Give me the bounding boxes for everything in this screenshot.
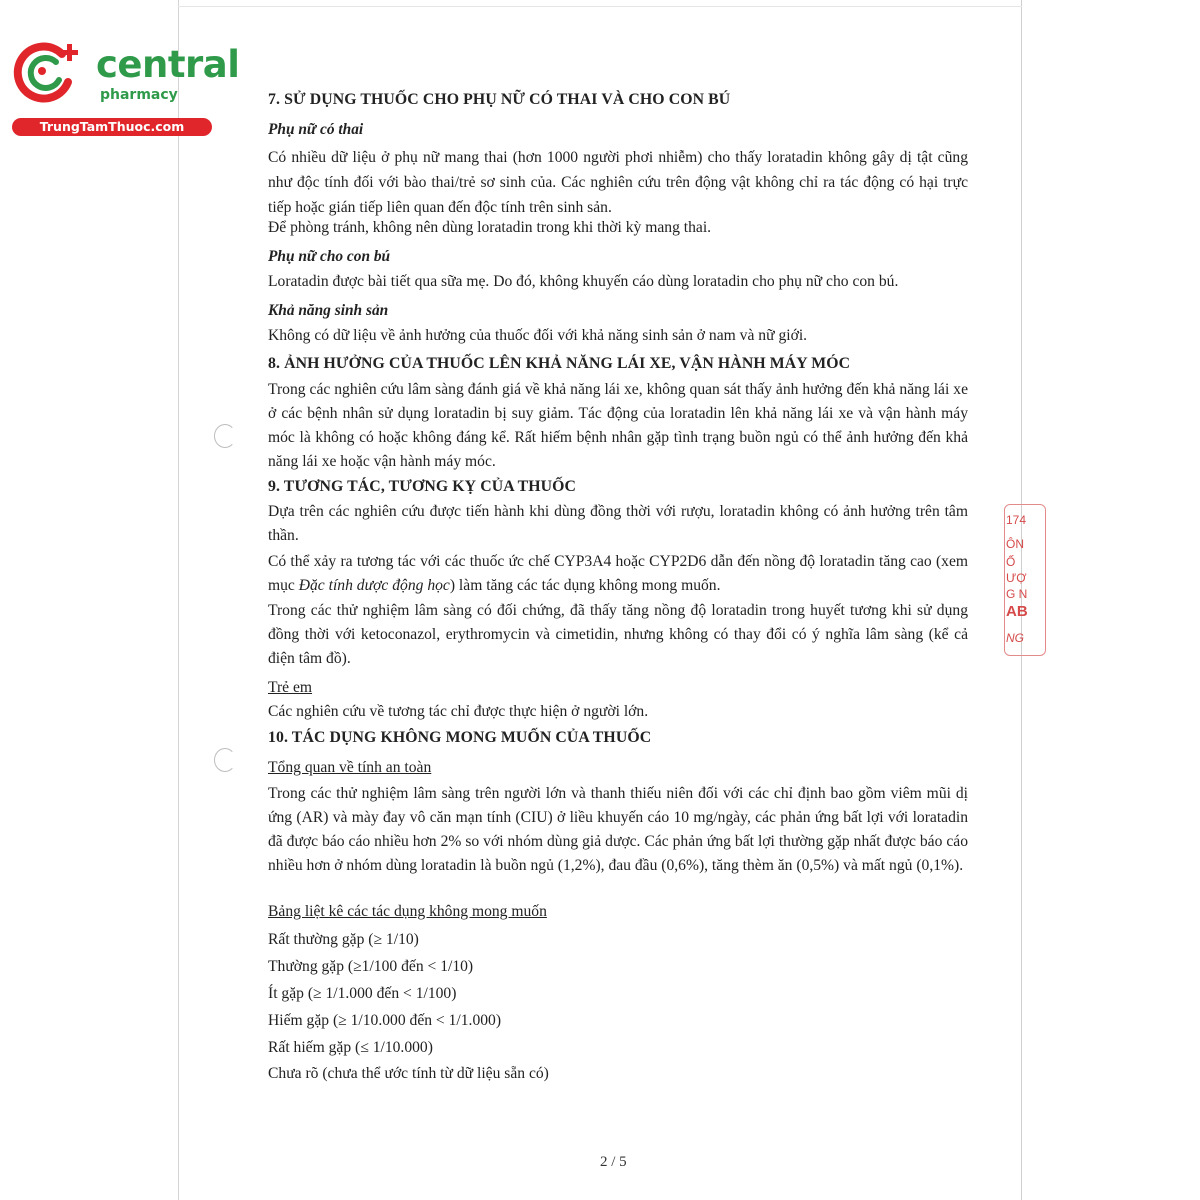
fertility-paragraph: Không có dữ liệu về ảnh hưởng của thuốc đối với khả năng sinh sản ở nam và nữ giới. xyxy=(268,327,808,344)
fertility-subheading: Khả năng sinh sản xyxy=(268,302,389,319)
section-9-heading: 9. TƯƠNG TÁC, TƯƠNG KỴ CỦA THUỐC xyxy=(268,478,577,495)
breastfeeding-subheading: Phụ nữ cho con bú xyxy=(268,248,391,265)
page-top-edge xyxy=(178,6,1022,7)
central-pharmacy-logo[interactable] xyxy=(10,38,240,138)
driving-paragraph: Trong các nghiên cứu lâm sàng đánh giá về khả năng lái xe, không quan sát thấy ảnh hưởng đến khả năng lái xe ở các bệnh nhân sử dụng loratadin bị suy giảm. Tác động của loratadin lên khả năng lái xe và vận hành máy móc là không có hoặc không đáng kể. Rất hiếm bệnh nhân gặp tình trạng buồn ngủ có thể ảnh hưởng đến khả năng lái xe hoặc vận hành máy móc. xyxy=(268,381,968,470)
stamp-text: AB xyxy=(1006,603,1028,620)
safety-overview-paragraph: Trong các thử nghiệm lâm sàng trên người lớn và thanh thiếu niên đối với các chỉ định bao gồm viêm mũi dị ứng (AR) và mày đay vô căn mạn tính (CIU) ở liều khuyến cáo 10 mg/ngày, các phản ứng bất lợi với loratadin đã được báo cáo nhiều hơn 2% so với nhóm dùng giả dược. Các phản ứng bất lợi thường gặp nhất được báo cáo nhiều hơn ở nhóm dùng loratadin là buồn ngủ (1,2%), đau đầu (0,6%), tăng thèm ăn (0,5%) và mất ngủ (0,1%). xyxy=(268,785,968,874)
section-8-heading: 8. ẢNH HƯỞNG CỦA THUỐC LÊN KHẢ NĂNG LÁI XE, VẬN HÀNH MÁY MÓC xyxy=(268,355,851,372)
children-subheading: Trẻ em xyxy=(268,679,313,696)
interaction-text: Có thể xảy ra tương tác với các thuốc ức chế CYP3A4 hoặc CYP2D6 dẫn đến nồng độ loratadin tăng cao (xem mục xyxy=(268,553,968,594)
frequency-item: Chưa rõ (chưa thể ước tính từ dữ liệu sẵn có) xyxy=(268,1065,549,1082)
frequency-item: Thường gặp (≥1/100 đến < 1/10) xyxy=(268,958,474,975)
frequency-item: Ít gặp (≥ 1/1.000 đến < 1/100) xyxy=(268,985,457,1002)
punch-hole-icon xyxy=(214,424,236,448)
frequency-item: Hiếm gặp (≥ 1/10.000 đến < 1/1.000) xyxy=(268,1012,502,1029)
brand-name: central xyxy=(96,43,240,86)
safety-overview-subheading: Tổng quan về tính an toàn xyxy=(268,759,432,776)
stamp-text: ÔN xyxy=(1006,537,1024,551)
pregnant-paragraph: Có nhiều dữ liệu ở phụ nữ mang thai (hơn 1000 người phơi nhiễm) cho thấy loratadin không gây dị tật cũng như độc tính đối với bào thai/trẻ sơ sinh của. Các nghiên cứu trên động vật không chỉ ra tác động có hại trực tiếp hoặc gián tiếp liên quan đến độc tính trên sinh sản. xyxy=(268,149,968,216)
stamp-text: ƯỢ xyxy=(1006,571,1027,585)
pregnant-subheading: Phụ nữ có thai xyxy=(268,121,364,138)
adverse-effects-list-title: Bảng liệt kê các tác dụng không mong muốn xyxy=(268,903,547,920)
interaction-paragraph-2 xyxy=(268,550,968,598)
pregnant-paragraph-2: Để phòng tránh, không nên dùng loratadin trong khi thời kỳ mang thai. xyxy=(268,219,712,236)
stamp-text: G N xyxy=(1006,587,1028,601)
section-10-heading: 10. TÁC DỤNG KHÔNG MONG MUỐN CỦA THUỐC xyxy=(268,729,652,746)
interaction-text: ) làm tăng các tác dụng không mong muốn. xyxy=(449,577,721,594)
brand-subtitle: pharmacy xyxy=(100,87,178,103)
official-stamp xyxy=(1002,500,1028,660)
stamp-text: NG xyxy=(1006,631,1024,645)
pharmacokinetics-reference: Đặc tính dược động học xyxy=(298,577,450,594)
brand-url[interactable]: TrungTamThuoc.com xyxy=(12,118,212,136)
central-pharmacy-logo-icon xyxy=(10,40,88,104)
breastfeeding-paragraph: Loratadin được bài tiết qua sữa mẹ. Do đó, không khuyến cáo dùng loratadin cho phụ nữ cho con bú. xyxy=(268,273,899,290)
stamp-text: Ố xyxy=(1006,555,1016,569)
children-paragraph: Các nghiên cứu về tương tác chỉ được thực hiện ở người lớn. xyxy=(268,703,649,720)
section-7-heading: 7. SỬ DỤNG THUỐC CHO PHỤ NỮ CÓ THAI VÀ CHO CON BÚ xyxy=(268,91,731,108)
interaction-paragraph-1: Dựa trên các nghiên cứu được tiến hành khi dùng đồng thời với rượu, loratadin không có ảnh hưởng trên tâm thần. xyxy=(268,503,968,544)
frequency-item: Rất thường gặp (≥ 1/10) xyxy=(268,931,419,948)
interaction-paragraph-3: Trong các thử nghiệm lâm sàng có đối chứng, đã thấy tăng nồng độ loratadin trong huyết tương khi sử dụng đồng thời với ketoconazol, erythromycin và cimetidin, nhưng không có thay đổi có ý nghĩa lâm sàng (kể cả điện tâm đồ). xyxy=(268,602,968,667)
stamp-text: 174 xyxy=(1006,513,1027,527)
frequency-item: Rất hiếm gặp (≤ 1/10.000) xyxy=(268,1039,433,1056)
page-left-edge xyxy=(178,0,179,1200)
page-number: 2 / 5 xyxy=(600,1154,627,1170)
punch-hole-icon xyxy=(214,748,236,772)
